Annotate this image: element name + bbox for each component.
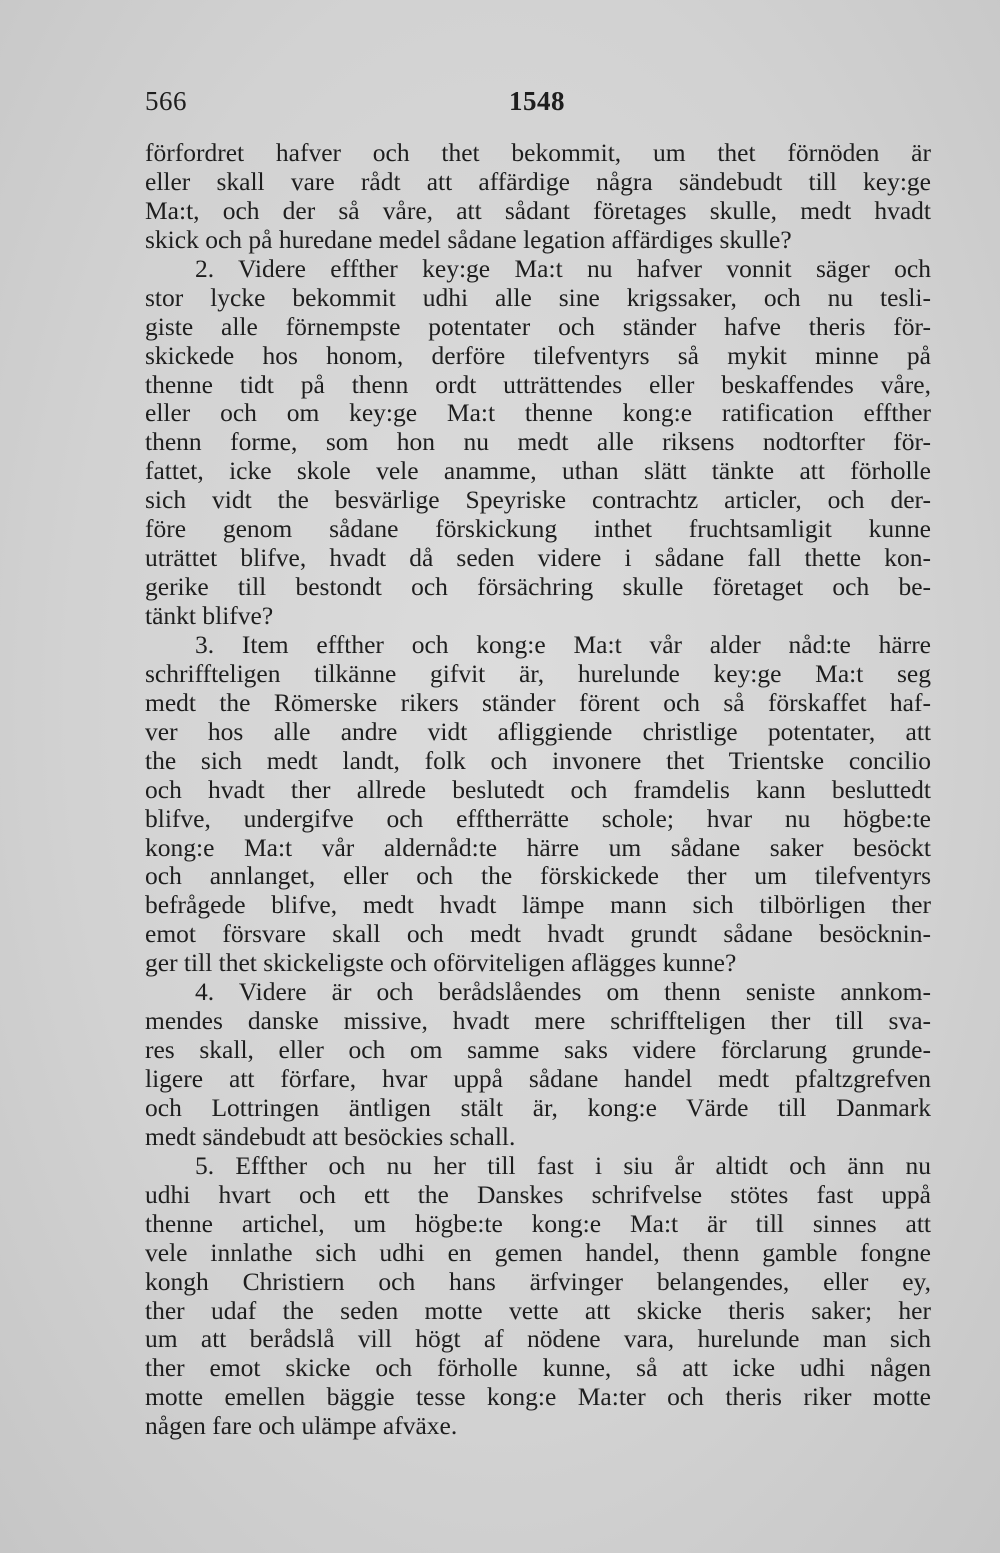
text-line: före genom sådane förskickung inthet fruchtsamligit kunne: [145, 515, 931, 544]
text-line: och hvadt ther allrede beslutedt och framdelis kann besluttedt: [145, 775, 931, 804]
text-line: um att berådslå vill högt af nödene vara, hurelunde man sich: [145, 1325, 931, 1354]
text-line: Ma:t, och der så våre, att sådant företages skulle, medt hvadt: [145, 196, 931, 225]
text-line: tänkt blifve?: [145, 602, 274, 630]
text-line: och annlanget, eller och the förskickede ther um tilefventyrs: [145, 862, 931, 891]
text-line: vele innlathe sich udhi en gemen handel, thenn gamble fongne: [145, 1238, 931, 1267]
body-text: [145, 139, 931, 1441]
text-line: res skall, eller och om samme saks videre förclarung grunde-: [145, 1036, 931, 1065]
text-line: schriffteligen tilkänne gifvit är, hurelunde key:ge Ma:t seg: [145, 659, 931, 688]
text-line: giste alle förnempste potentater och ständer hafve theris för-: [145, 312, 931, 341]
text-line: sich vidt the besvärlige Speyriske contrachtz articler, och der-: [145, 486, 931, 515]
text-line: 2. Videre effther key:ge Ma:t nu hafver vonnit säger och: [195, 254, 931, 283]
text-line: och Lottringen äntligen stält är, kong:e Värde till Danmark: [145, 1093, 931, 1122]
text-line: eller skall vare rådt att affärdige några sändebudt till key:ge: [145, 167, 931, 196]
text-line: någen fare och ulämpe afväxe.: [145, 1412, 458, 1441]
text-line: uträttet blifve, hvadt då seden videre i sådane fall thette kon-: [145, 544, 931, 573]
text-line: förfordret hafver och thet bekommit, um thet förnöden är: [145, 139, 931, 167]
text-line: fattet, icke skole vele anamme, uthan slätt tänkte att förholle: [145, 457, 931, 486]
text-line: 5. Effther och nu her till fast i siu år altidt och änn nu: [195, 1151, 931, 1180]
text-line: thenne tidt på thenn ordt utträttendes eller beskaffendes våre,: [145, 370, 931, 399]
text-line: udhi hvart och ett the Danskes schrifvelse stötes fast uppå: [145, 1180, 931, 1209]
text-line: 3. Item effther och kong:e Ma:t vår alder nåd:te härre: [195, 630, 931, 659]
text-line: medt sändebudt att besöckies schall.: [145, 1122, 516, 1151]
text-line: the sich medt landt, folk och invonere thet Trientske concilio: [145, 746, 931, 775]
text-line: ger till thet skickeligste och oförviteligen aflägges kunne?: [145, 949, 737, 978]
text-line: blifve, undergifve och efftherrätte schole; hvar nu högbe:te: [145, 804, 931, 833]
text-line: befrågede blifve, medt hvadt lämpe mann sich tilbörligen ther: [145, 891, 931, 920]
text-line: gerike till bestondt och försächring skulle företaget och be-: [145, 573, 931, 602]
text-line: eller och om key:ge Ma:t thenne kong:e ratification effther: [145, 399, 931, 428]
text-line: 4. Videre är och berådslåendes om thenn seniste annkom-: [195, 978, 931, 1007]
text-line: mendes danske missive, hvadt mere schriffteligen ther till sva-: [145, 1007, 931, 1036]
text-line: kongh Christiern och hans ärfvinger belangendes, eller ey,: [145, 1267, 931, 1296]
text-line: ver hos alle andre vidt afliggiende christlige potentater, att: [145, 717, 931, 746]
text-line: emot försvare skall och medt hvadt grundt sådane besöcknin-: [145, 920, 931, 949]
text-line: skickede hos honom, derföre tilefventyrs så mykit minne på: [145, 341, 931, 370]
text-line: ligere att förfare, hvar uppå sådane handel medt pfaltzgrefven: [145, 1065, 931, 1093]
text-line: thenn forme, som hon nu medt alle riksens nodtorfter för-: [145, 428, 931, 457]
text-line: motte emellen bäggie tesse kong:e Ma:ter och theris riker motte: [145, 1383, 931, 1412]
text-line: ther emot skicke och förholle kunne, så att icke udhi någen: [145, 1354, 931, 1383]
header-year: 1548: [509, 86, 565, 116]
text-line: thenne artichel, um högbe:te kong:e Ma:t är till sinnes att: [145, 1209, 931, 1238]
text-line: kong:e Ma:t vår aldernåd:te härre um sådane saker besöckt: [145, 833, 931, 862]
text-line: medt the Römerske rikers ständer förent och så förskaffet haf-: [145, 688, 931, 717]
page-header: [145, 86, 930, 126]
text-line: skick och på huredane medel sådane legation affärdiges skulle?: [145, 225, 792, 254]
text-line: stor lycke bekommit udhi alle sine krigssaker, och nu tesli-: [145, 283, 931, 312]
text-line: ther udaf the seden motte vette att skicke theris saker; her: [145, 1296, 931, 1325]
page-number: 566: [145, 86, 187, 116]
